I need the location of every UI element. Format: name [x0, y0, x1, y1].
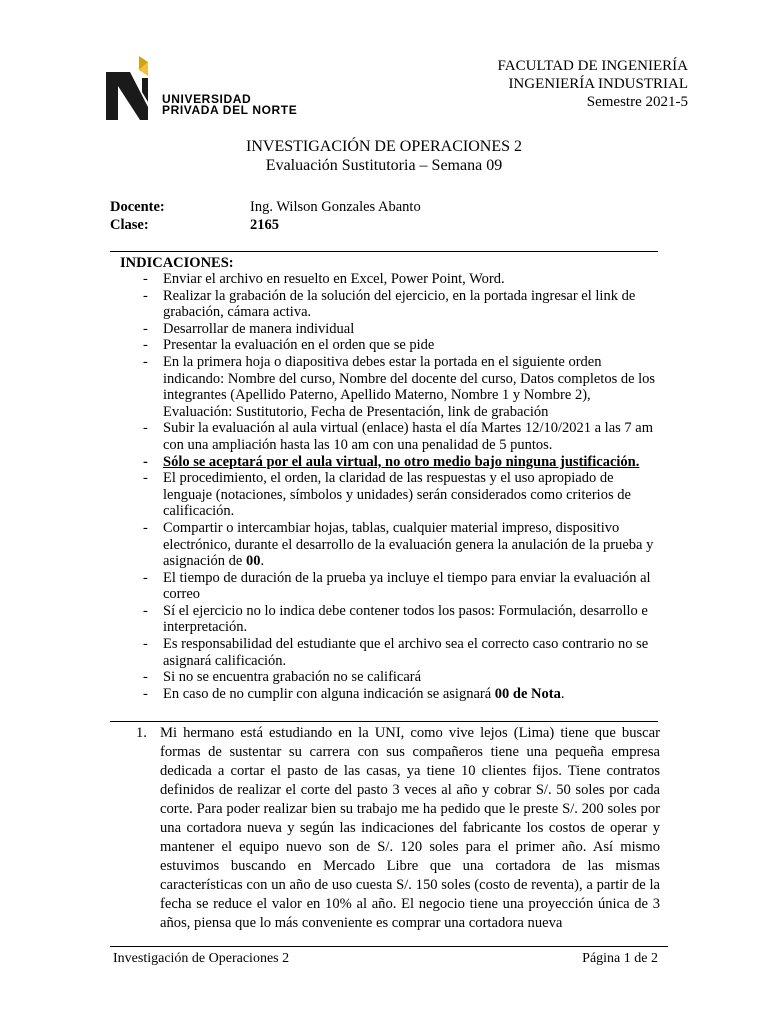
list-item-end: .: [560, 685, 565, 702]
list-item: - El procedimiento, el orden, la claridad de las respuestas y el uso apropiado de lenguaje (notaciones, símbolos y unidades) serán considerados como criterios de calificación.: [140, 470, 660, 520]
course-title: INVESTIGACIÓN DE OPERACIONES 2: [246, 138, 522, 155]
list-item: - Si no se encuentra grabación no se calificará: [140, 669, 660, 686]
list-item: - Presentar la evaluación en el orden que se pide: [140, 337, 660, 354]
career-name: INGENIERÍA INDUSTRIAL: [508, 76, 688, 92]
list-item: - Sí el ejercicio no lo indica debe contener todos los pasos: Formulación, desarrollo e interpretación.: [140, 603, 660, 636]
list-item-text: En caso de no cumplir con alguna indicación se asignará: [163, 685, 495, 702]
evaluation-title: Evaluación Sustitutoria – Semana 09: [265, 157, 503, 174]
divider-bottom: [110, 721, 658, 722]
list-item: [140, 686, 660, 703]
footer-page-number: Página 1 de 2: [582, 951, 658, 966]
list-item: - Sólo se aceptará por el aula virtual, no otro medio bajo ninguna justificación.: [140, 454, 660, 471]
list-item: - Desarrollar de manera individual: [140, 321, 660, 338]
list-item: - El tiempo de duración de la prueba ya incluye el tiempo para enviar la evaluación al correo: [140, 570, 660, 603]
list-item: - Subir la evaluación al aula virtual (enlace) hasta el día Martes 12/10/2021 a las 7 am con una ampliación hasta las 10 am con una penalidad de 5 puntos.: [140, 420, 660, 453]
list-item-text: Compartir o intercambiar hojas, tablas, cualquier material impreso, dispositivo electrónico, durante el desarrollo de la evaluación genera la anulación de la prueba y asignación de: [163, 519, 654, 570]
list-item-bold: 00 de Nota: [494, 685, 561, 702]
class-value: 2165: [250, 217, 279, 233]
list-item: - Enviar el archivo en resuelto en Excel, Power Point, Word.: [140, 271, 660, 288]
list-item: - Realizar la grabación de la solución del ejercicio, en la portada ingresar el link de grabación, cámara activa.: [140, 288, 660, 321]
class-label: Clase:: [110, 217, 149, 233]
indications-list: [140, 271, 660, 702]
list-item-end: .: [260, 553, 265, 570]
indications-title: INDICACIONES:: [120, 255, 234, 271]
question-1: [136, 724, 660, 933]
faculty-header: [498, 57, 688, 111]
logo-line2: PRIVADA DEL NORTE: [162, 103, 298, 117]
teacher-label: Docente:: [110, 199, 165, 215]
question-text: Mi hermano está estudiando en la UNI, como vive lejos (Lima) tiene que buscar formas de sustentar su carrera con sus compañeros tiene una pequeña empresa dedicada a cortar el pasto de las casas, ya tiene 10 clientes fijos. Tiene contratos definidos de realizar el corte del pasto 3 veces al año y cobrar S/. 50 soles por cada corte. Para poder realizar bien su trabajo me ha pedido que le preste S/. 200 soles por una cortadora nueva y según las indicaciones del fabricante los costos de operar y mantener el equipo nuevo son de S/. 120 soles para el primer año. Así mismo estuvimos buscando en Mercado Libre que una cortadora de las mismas características con un año de uso cuesta S/. 150 soles (costo de reventa), a partir de la fecha se reduce el valor en 10% al año. El negocio tiene una proyección única de 3 años, piensa que lo más conveniente es comprar una cortadora nueva: [160, 725, 660, 931]
list-item-bold: 00: [245, 553, 261, 570]
list-item: [140, 520, 660, 570]
footer-divider: [110, 946, 668, 947]
logo-line1: UNIVERSIDAD: [162, 92, 252, 106]
faculty-name: FACULTAD DE INGENIERÍA: [497, 58, 688, 74]
list-item: - Es responsabilidad del estudiante que el archivo sea el correcto caso contrario no se asignará calificación.: [140, 636, 660, 669]
semester: Semestre 2021-5: [586, 94, 688, 110]
question-number: 1.: [136, 725, 147, 741]
logo-n-icon: [104, 52, 164, 122]
teacher-value: Ing. Wilson Gonzales Abanto: [250, 199, 421, 215]
divider-top: [110, 251, 658, 252]
footer-course: Investigación de Operaciones 2: [113, 951, 290, 966]
list-item: - En la primera hoja o diapositiva debes estar la portada en el siguiente orden indicando: Nombre del curso, Nombre del docente del curso, Datos completos de los integrantes (Apellido Paterno, Apellido Materno, Nombre 1 y Nombre 2), Evaluación: Sustitutorio, Fecha de Presentación, link de grabación: [140, 354, 660, 420]
logo-wordmark: [162, 94, 297, 116]
